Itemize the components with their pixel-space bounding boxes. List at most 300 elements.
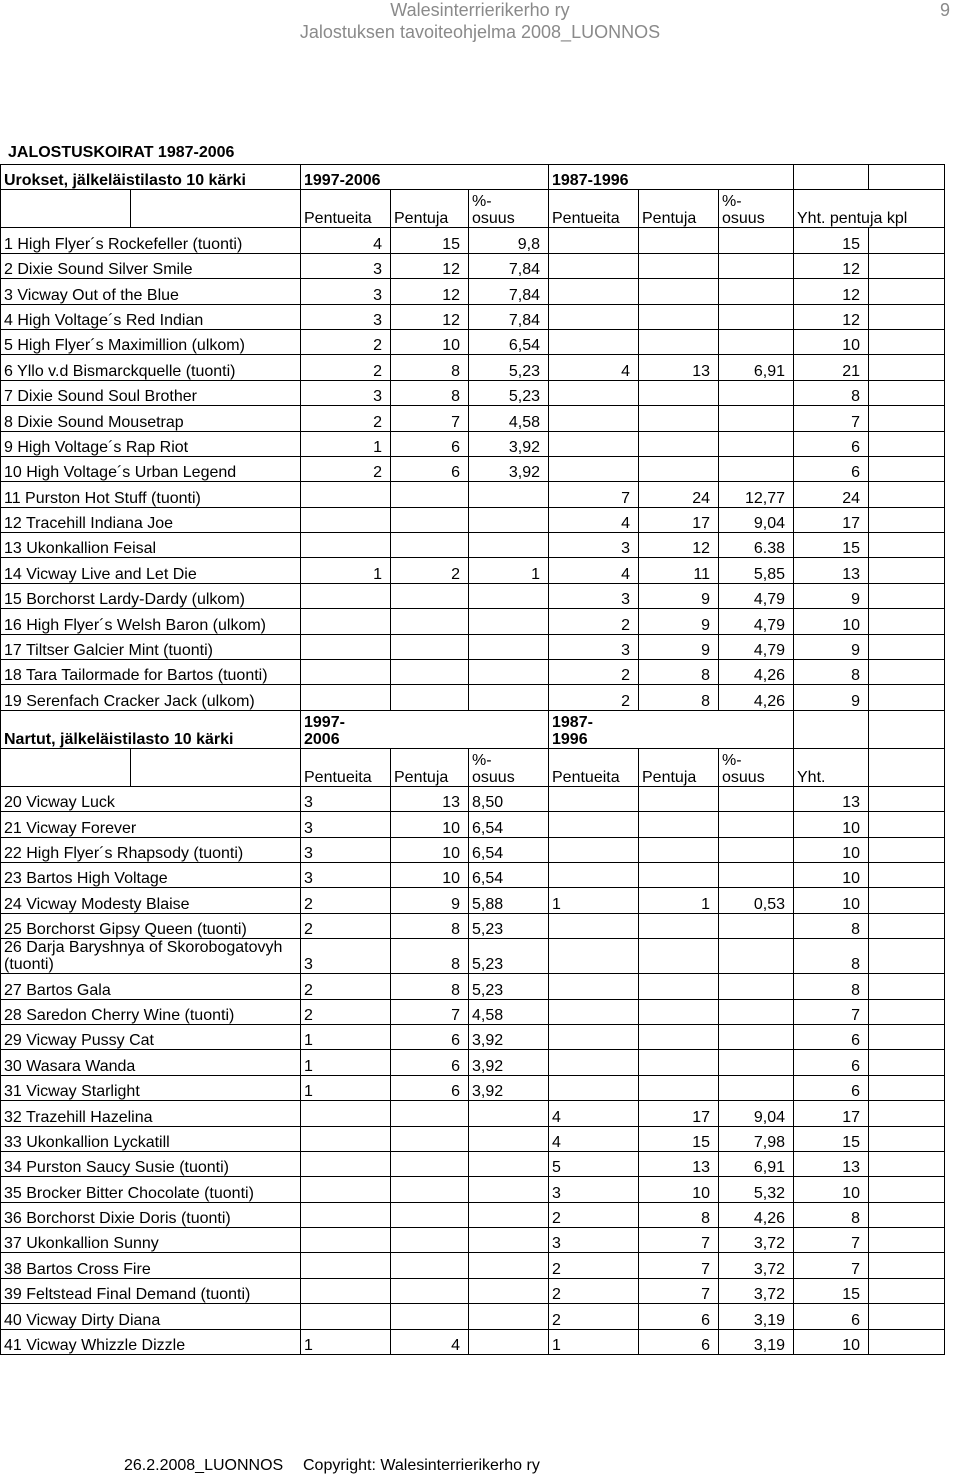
osuus-1987-1996: 3,72 — [719, 1228, 794, 1253]
males-col-total: Yht. pentuja kpl — [794, 190, 945, 228]
pentuja-1987-1996 — [639, 939, 719, 974]
pentueita-1997-2006: 3 — [301, 253, 391, 278]
empty-cell — [869, 1304, 945, 1329]
total-pups: 7 — [794, 406, 869, 431]
empty-cell — [869, 634, 945, 659]
dog-name: 16 High Flyer´s Welsh Baron (ulkom) — [1, 609, 301, 634]
pentueita-1997-2006: 2 — [301, 329, 391, 354]
total-pups: 8 — [794, 660, 869, 685]
total-pups: 6 — [794, 431, 869, 456]
pentueita-1987-1996 — [549, 456, 639, 481]
pentueita-1997-2006: 1 — [301, 558, 391, 583]
pentueita-1987-1996 — [549, 913, 639, 938]
pentuja-1997-2006 — [391, 660, 469, 685]
footer-date: 26.2.2008_LUONNOS — [124, 1457, 284, 1474]
empty-cell — [794, 165, 869, 190]
dog-name: 37 Ukonkallion Sunny — [1, 1228, 301, 1253]
pentuja-1997-2006: 7 — [391, 406, 469, 431]
pentuja-1997-2006 — [391, 1177, 469, 1202]
dog-name: 34 Purston Saucy Susie (tuonti) — [1, 1151, 301, 1176]
pentueita-1997-2006 — [301, 1278, 391, 1303]
pentuja-1997-2006: 13 — [391, 786, 469, 811]
dog-name: 24 Vicway Modesty Blaise — [1, 888, 301, 913]
males-table-row — [1, 355, 945, 380]
pentuja-1997-2006 — [391, 533, 469, 558]
females-table-row — [1, 786, 945, 811]
pentuja-1987-1996: 10 — [639, 1177, 719, 1202]
empty-cell — [869, 862, 945, 887]
osuus-1997-2006: 6,54 — [469, 329, 549, 354]
males-table-row — [1, 609, 945, 634]
males-table-row — [1, 507, 945, 532]
pentueita-1997-2006: 3 — [301, 279, 391, 304]
dog-name: 6 Yllo v.d Bismarckquelle (tuonti) — [1, 355, 301, 380]
males-table-row — [1, 380, 945, 405]
empty-cell — [869, 1278, 945, 1303]
pentuja-1987-1996: 11 — [639, 558, 719, 583]
dog-name: 30 Wasara Wanda — [1, 1050, 301, 1075]
dog-name: 26 Darja Baryshnya of Skorobogatovyh (tuonti) — [1, 939, 301, 974]
total-pups: 8 — [794, 380, 869, 405]
pentueita-1987-1996: 3 — [549, 1228, 639, 1253]
females-table-row — [1, 1202, 945, 1227]
osuus-1997-2006: 6,54 — [469, 837, 549, 862]
osuus-1987-1996: 6,91 — [719, 1151, 794, 1176]
females-period-1987-1996: 1987- 1996 — [549, 710, 794, 748]
osuus-1987-1996 — [719, 812, 794, 837]
total-pups: 10 — [794, 888, 869, 913]
pentuja-1997-2006: 12 — [391, 304, 469, 329]
pentuja-1987-1996: 17 — [639, 1101, 719, 1126]
total-pups: 6 — [794, 456, 869, 481]
empty-cell — [869, 710, 945, 748]
females-table-row — [1, 913, 945, 938]
empty-cell — [869, 888, 945, 913]
pentueita-1997-2006: 3 — [301, 812, 391, 837]
osuus-1997-2006: 5,23 — [469, 974, 549, 999]
total-pups: 7 — [794, 1228, 869, 1253]
empty-cell — [869, 507, 945, 532]
total-pups: 21 — [794, 355, 869, 380]
empty-cell — [869, 329, 945, 354]
pentuja-1997-2006: 15 — [391, 228, 469, 253]
pentueita-1997-2006 — [301, 685, 391, 710]
pentueita-1987-1996 — [549, 1075, 639, 1100]
females-table-row — [1, 999, 945, 1024]
females-table-row — [1, 1126, 945, 1151]
total-pups: 13 — [794, 786, 869, 811]
pentuja-1987-1996: 24 — [639, 482, 719, 507]
total-pups: 9 — [794, 634, 869, 659]
dog-name: 3 Vicway Out of the Blue — [1, 279, 301, 304]
pentueita-1997-2006: 4 — [301, 228, 391, 253]
pentuja-1987-1996: 1 — [639, 888, 719, 913]
pentueita-1987-1996 — [549, 786, 639, 811]
osuus-1997-2006 — [469, 609, 549, 634]
total-pups: 9 — [794, 685, 869, 710]
dog-name: 2 Dixie Sound Silver Smile — [1, 253, 301, 278]
pentueita-1987-1996: 4 — [549, 558, 639, 583]
pentueita-1987-1996: 4 — [549, 355, 639, 380]
pentuja-1997-2006 — [391, 1151, 469, 1176]
males-section-label: Urokset, jälkeläistilasto 10 kärki — [1, 165, 301, 190]
females-table-row — [1, 1228, 945, 1253]
osuus-1987-1996: 4,79 — [719, 634, 794, 659]
pentuja-1987-1996: 15 — [639, 1126, 719, 1151]
total-pups: 15 — [794, 228, 869, 253]
males-column-header-row — [1, 190, 945, 228]
empty-cell — [794, 710, 869, 748]
osuus-1987-1996: 3,19 — [719, 1329, 794, 1354]
osuus-1997-2006: 5,23 — [469, 939, 549, 974]
dog-name: 18 Tara Tailormade for Bartos (tuonti) — [1, 660, 301, 685]
total-pups: 12 — [794, 279, 869, 304]
pentuja-1997-2006: 6 — [391, 1024, 469, 1049]
pentuja-1987-1996 — [639, 431, 719, 456]
empty-cell — [131, 190, 301, 228]
pentueita-1987-1996: 3 — [549, 1177, 639, 1202]
males-col-osuus: %- osuus — [469, 190, 549, 228]
empty-cell — [869, 533, 945, 558]
osuus-1987-1996 — [719, 939, 794, 974]
females-table-row — [1, 1075, 945, 1100]
pentuja-1987-1996: 9 — [639, 634, 719, 659]
pentueita-1987-1996: 2 — [549, 660, 639, 685]
males-table-row — [1, 558, 945, 583]
osuus-1987-1996: 3,72 — [719, 1253, 794, 1278]
pentuja-1997-2006 — [391, 1202, 469, 1227]
osuus-1997-2006: 1 — [469, 558, 549, 583]
empty-cell — [869, 974, 945, 999]
total-pups: 10 — [794, 609, 869, 634]
osuus-1987-1996: 4,26 — [719, 685, 794, 710]
pentueita-1987-1996 — [549, 837, 639, 862]
total-pups: 6 — [794, 1075, 869, 1100]
females-table-row — [1, 1151, 945, 1176]
pentueita-1997-2006: 2 — [301, 406, 391, 431]
pentuja-1987-1996: 13 — [639, 355, 719, 380]
osuus-1997-2006 — [469, 1177, 549, 1202]
osuus-1997-2006 — [469, 1202, 549, 1227]
pentuja-1987-1996 — [639, 786, 719, 811]
dog-name: 28 Saredon Cherry Wine (tuonti) — [1, 999, 301, 1024]
pentueita-1997-2006 — [301, 1151, 391, 1176]
empty-cell — [869, 253, 945, 278]
empty-cell — [869, 609, 945, 634]
pentuja-1997-2006: 9 — [391, 888, 469, 913]
pentuja-1987-1996: 9 — [639, 583, 719, 608]
pentueita-1997-2006: 1 — [301, 431, 391, 456]
males-col-osuus-2: %- osuus — [719, 190, 794, 228]
empty-cell — [1, 748, 131, 786]
osuus-1987-1996 — [719, 431, 794, 456]
total-pups: 6 — [794, 1024, 869, 1049]
pentueita-1987-1996: 1 — [549, 888, 639, 913]
pentueita-1987-1996: 2 — [549, 1304, 639, 1329]
osuus-1987-1996: 0,53 — [719, 888, 794, 913]
header-org: Walesinterrierikerho ry — [390, 0, 570, 20]
total-pups: 7 — [794, 1253, 869, 1278]
pentuja-1997-2006: 10 — [391, 862, 469, 887]
females-table-row — [1, 1177, 945, 1202]
pentuja-1987-1996 — [639, 999, 719, 1024]
pentuja-1997-2006: 10 — [391, 837, 469, 862]
empty-cell — [869, 1101, 945, 1126]
pentueita-1987-1996 — [549, 862, 639, 887]
pentuja-1997-2006: 12 — [391, 279, 469, 304]
osuus-1987-1996: 9,04 — [719, 507, 794, 532]
males-col-pentuja: Pentuja — [391, 190, 469, 228]
pentueita-1997-2006 — [301, 1228, 391, 1253]
pentueita-1987-1996 — [549, 939, 639, 974]
pentuja-1987-1996 — [639, 812, 719, 837]
pentueita-1987-1996: 4 — [549, 507, 639, 532]
dog-name: 10 High Voltage´s Urban Legend — [1, 456, 301, 481]
females-col-pentueita-2: Pentueita — [549, 748, 639, 786]
pentuja-1987-1996: 6 — [639, 1329, 719, 1354]
total-pups: 17 — [794, 507, 869, 532]
pentuja-1987-1996 — [639, 974, 719, 999]
pentuja-1997-2006: 8 — [391, 355, 469, 380]
pentuja-1997-2006: 6 — [391, 1050, 469, 1075]
pentueita-1987-1996: 3 — [549, 533, 639, 558]
osuus-1997-2006: 4,58 — [469, 406, 549, 431]
total-pups: 6 — [794, 1050, 869, 1075]
pentueita-1997-2006: 2 — [301, 913, 391, 938]
males-table-row — [1, 228, 945, 253]
dog-name: 39 Feltstead Final Demand (tuonti) — [1, 1278, 301, 1303]
pentuja-1997-2006 — [391, 482, 469, 507]
pentueita-1997-2006 — [301, 1304, 391, 1329]
osuus-1997-2006: 9,8 — [469, 228, 549, 253]
females-period-1997-2006: 1997- 2006 — [301, 710, 549, 748]
empty-cell — [869, 456, 945, 481]
osuus-1987-1996 — [719, 837, 794, 862]
empty-cell — [869, 786, 945, 811]
pentuja-1987-1996 — [639, 406, 719, 431]
pentueita-1987-1996 — [549, 999, 639, 1024]
osuus-1997-2006 — [469, 634, 549, 659]
pentuja-1997-2006 — [391, 634, 469, 659]
empty-cell — [869, 1202, 945, 1227]
osuus-1997-2006 — [469, 1304, 549, 1329]
males-period-1997-2006: 1997-2006 — [301, 165, 549, 190]
males-table-row — [1, 533, 945, 558]
total-pups: 10 — [794, 1177, 869, 1202]
osuus-1987-1996: 4,79 — [719, 583, 794, 608]
pentueita-1997-2006: 1 — [301, 1050, 391, 1075]
pentuja-1987-1996: 8 — [639, 660, 719, 685]
females-section-label: Nartut, jälkeläistilasto 10 kärki — [1, 710, 301, 748]
pentueita-1987-1996 — [549, 329, 639, 354]
females-table-row — [1, 939, 945, 974]
pentuja-1987-1996: 9 — [639, 609, 719, 634]
pentueita-1987-1996: 3 — [549, 634, 639, 659]
males-period-1987-1996: 1987-1996 — [549, 165, 794, 190]
pentueita-1987-1996 — [549, 279, 639, 304]
pentuja-1997-2006 — [391, 1253, 469, 1278]
pentueita-1987-1996 — [549, 974, 639, 999]
pentueita-1997-2006: 1 — [301, 1024, 391, 1049]
dog-name: 17 Tiltser Galcier Mint (tuonti) — [1, 634, 301, 659]
osuus-1997-2006: 3,92 — [469, 1024, 549, 1049]
empty-cell — [869, 228, 945, 253]
empty-cell — [869, 685, 945, 710]
total-pups: 13 — [794, 558, 869, 583]
pentueita-1987-1996 — [549, 1024, 639, 1049]
empty-cell — [869, 482, 945, 507]
females-col-pentuja: Pentuja — [391, 748, 469, 786]
osuus-1987-1996: 3,19 — [719, 1304, 794, 1329]
pentuja-1987-1996 — [639, 329, 719, 354]
osuus-1987-1996 — [719, 329, 794, 354]
osuus-1997-2006 — [469, 1228, 549, 1253]
empty-cell — [869, 1253, 945, 1278]
dog-name: 13 Ukonkallion Feisal — [1, 533, 301, 558]
pentuja-1987-1996 — [639, 837, 719, 862]
osuus-1997-2006 — [469, 685, 549, 710]
females-col-pentuja-2: Pentuja — [639, 748, 719, 786]
males-table-row — [1, 329, 945, 354]
pentuja-1997-2006 — [391, 609, 469, 634]
dog-name: 36 Borchorst Dixie Doris (tuonti) — [1, 1202, 301, 1227]
osuus-1997-2006: 3,92 — [469, 1075, 549, 1100]
pentuja-1997-2006 — [391, 507, 469, 532]
dog-name: 38 Bartos Cross Fire — [1, 1253, 301, 1278]
total-pups: 8 — [794, 939, 869, 974]
pentueita-1997-2006 — [301, 1177, 391, 1202]
pentuja-1997-2006: 8 — [391, 939, 469, 974]
dog-name: 40 Vicway Dirty Diana — [1, 1304, 301, 1329]
dog-name: 9 High Voltage´s Rap Riot — [1, 431, 301, 456]
empty-cell — [869, 558, 945, 583]
pentuja-1987-1996: 13 — [639, 1151, 719, 1176]
total-pups: 6 — [794, 1304, 869, 1329]
osuus-1987-1996: 9,04 — [719, 1101, 794, 1126]
dog-name: 19 Serenfach Cracker Jack (ulkom) — [1, 685, 301, 710]
empty-cell — [869, 748, 945, 786]
osuus-1997-2006: 8,50 — [469, 786, 549, 811]
empty-cell — [869, 837, 945, 862]
osuus-1997-2006: 3,92 — [469, 1050, 549, 1075]
total-pups: 10 — [794, 862, 869, 887]
osuus-1997-2006 — [469, 1101, 549, 1126]
osuus-1987-1996 — [719, 304, 794, 329]
dog-name: 8 Dixie Sound Mousetrap — [1, 406, 301, 431]
total-pups: 15 — [794, 1126, 869, 1151]
total-pups: 9 — [794, 583, 869, 608]
pentuja-1997-2006: 4 — [391, 1329, 469, 1354]
pentuja-1997-2006: 8 — [391, 380, 469, 405]
pentuja-1997-2006: 12 — [391, 253, 469, 278]
dog-name: 21 Vicway Forever — [1, 812, 301, 837]
osuus-1997-2006: 5,23 — [469, 380, 549, 405]
total-pups: 10 — [794, 1329, 869, 1354]
pentueita-1987-1996: 2 — [549, 1253, 639, 1278]
pentuja-1987-1996 — [639, 304, 719, 329]
osuus-1987-1996 — [719, 1075, 794, 1100]
pentueita-1997-2006: 2 — [301, 888, 391, 913]
females-table-row — [1, 974, 945, 999]
pentueita-1997-2006: 1 — [301, 1075, 391, 1100]
osuus-1997-2006 — [469, 583, 549, 608]
osuus-1997-2006: 5,23 — [469, 355, 549, 380]
empty-cell — [869, 1329, 945, 1354]
pentuja-1997-2006: 6 — [391, 1075, 469, 1100]
table-body — [1, 165, 945, 1355]
dog-name: 7 Dixie Sound Soul Brother — [1, 380, 301, 405]
total-pups: 15 — [794, 1278, 869, 1303]
pentueita-1997-2006: 3 — [301, 304, 391, 329]
pentueita-1987-1996 — [549, 253, 639, 278]
empty-cell — [869, 406, 945, 431]
osuus-1987-1996 — [719, 253, 794, 278]
osuus-1997-2006 — [469, 533, 549, 558]
empty-cell — [869, 1024, 945, 1049]
empty-cell — [869, 279, 945, 304]
males-table-row — [1, 456, 945, 481]
osuus-1987-1996: 6,91 — [719, 355, 794, 380]
osuus-1997-2006 — [469, 660, 549, 685]
dog-name: 22 High Flyer´s Rhapsody (tuonti) — [1, 837, 301, 862]
males-section-header-row — [1, 165, 945, 190]
females-table-row — [1, 862, 945, 887]
pentuja-1997-2006 — [391, 1126, 469, 1151]
pentueita-1987-1996: 5 — [549, 1151, 639, 1176]
pentueita-1987-1996 — [549, 1050, 639, 1075]
page-title: JALOSTUSKOIRAT 1987-2006 — [8, 144, 235, 161]
females-column-header-row — [1, 748, 945, 786]
pentueita-1997-2006: 3 — [301, 837, 391, 862]
dog-name: 12 Tracehill Indiana Joe — [1, 507, 301, 532]
total-pups: 10 — [794, 837, 869, 862]
pentuja-1997-2006 — [391, 1278, 469, 1303]
pentueita-1987-1996 — [549, 228, 639, 253]
females-table-row — [1, 1253, 945, 1278]
pentueita-1997-2006: 3 — [301, 380, 391, 405]
empty-cell — [869, 380, 945, 405]
breeding-stats-table — [0, 164, 945, 1355]
pentueita-1997-2006 — [301, 1202, 391, 1227]
total-pups: 7 — [794, 999, 869, 1024]
pentueita-1997-2006 — [301, 1126, 391, 1151]
females-table-row — [1, 1329, 945, 1354]
empty-cell — [869, 1177, 945, 1202]
pentueita-1997-2006 — [301, 609, 391, 634]
males-table-row — [1, 660, 945, 685]
osuus-1997-2006 — [469, 1329, 549, 1354]
osuus-1997-2006: 5,88 — [469, 888, 549, 913]
osuus-1987-1996 — [719, 456, 794, 481]
osuus-1997-2006: 6,54 — [469, 812, 549, 837]
osuus-1997-2006: 5,23 — [469, 913, 549, 938]
osuus-1987-1996 — [719, 380, 794, 405]
osuus-1987-1996: 7,98 — [719, 1126, 794, 1151]
total-pups: 12 — [794, 253, 869, 278]
pentueita-1987-1996 — [549, 431, 639, 456]
empty-cell — [869, 1151, 945, 1176]
total-pups: 24 — [794, 482, 869, 507]
empty-cell — [869, 583, 945, 608]
total-pups: 15 — [794, 533, 869, 558]
total-pups: 8 — [794, 1202, 869, 1227]
osuus-1997-2006: 4,58 — [469, 999, 549, 1024]
pentueita-1997-2006 — [301, 1253, 391, 1278]
pentuja-1987-1996 — [639, 1050, 719, 1075]
osuus-1997-2006: 7,84 — [469, 253, 549, 278]
pentueita-1987-1996: 4 — [549, 1126, 639, 1151]
pentuja-1987-1996: 12 — [639, 533, 719, 558]
